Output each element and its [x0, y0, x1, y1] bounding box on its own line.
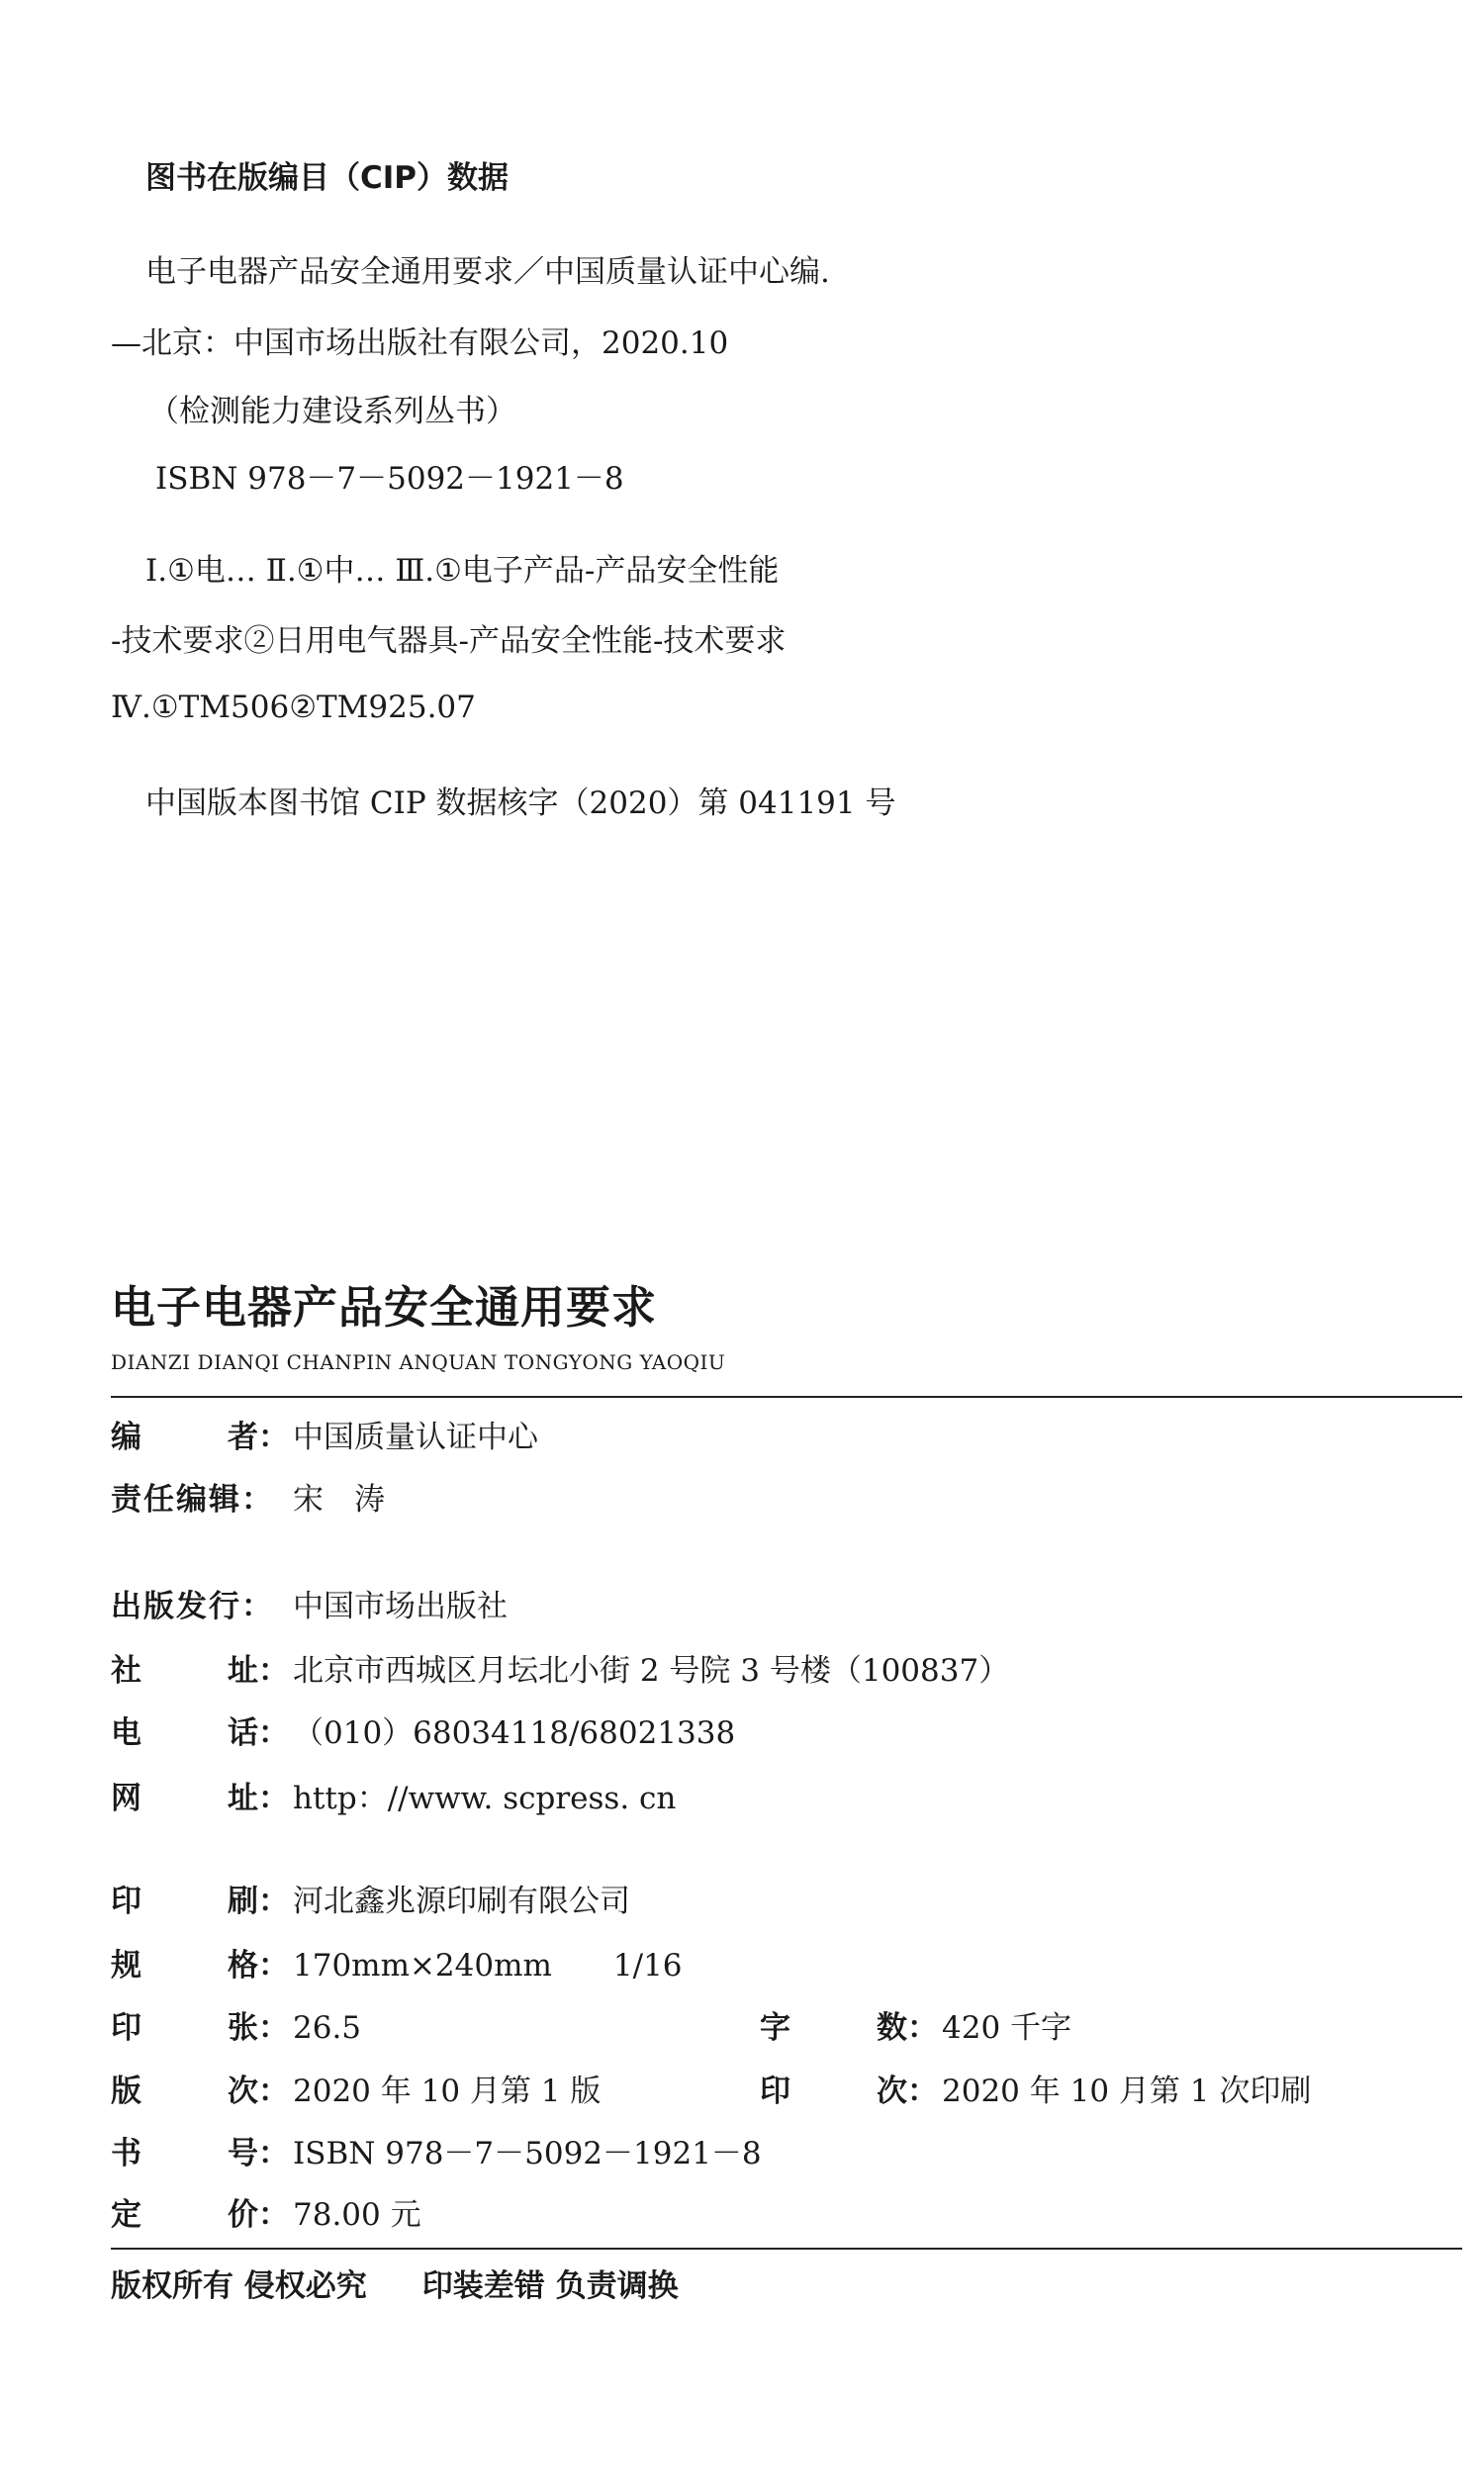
website-value: http：//www. scpress. cn — [293, 1781, 677, 1816]
word-count-row — [760, 2007, 1433, 2049]
address-value: 北京市西城区月坛北小街 2 号院 3 号楼（100837） — [293, 1653, 1010, 1689]
publisher-row — [111, 1586, 1397, 1627]
price-value: 78.00 元 — [293, 2197, 421, 2233]
printer-label: 印 刷： — [111, 1884, 289, 1919]
cip-line: Ⅳ.①TM506②TM925.07 — [111, 690, 476, 725]
cip-heading: 图书在版编目（CIP）数据 — [145, 160, 510, 196]
sheets-value: 26.5 — [293, 2010, 362, 2046]
misprint-text: 印装差错 负责调换 — [421, 2268, 679, 2304]
printer-value: 河北鑫兆源印刷有限公司 — [293, 1884, 630, 1919]
isbn-value: ISBN 978－7－5092－1921－8 — [293, 2136, 762, 2171]
word-count-value: 420 千字 — [942, 2010, 1072, 2046]
cip-line: （检测能力建设系列丛书） — [148, 394, 516, 429]
editor-value: 中国质量认证中心 — [293, 1420, 538, 1455]
responsible-editor-value: 宋 涛 — [293, 1482, 385, 1518]
edition-row — [111, 2071, 724, 2112]
copyright-notice — [111, 2265, 679, 2307]
phone-value: （010）68034118/68021338 — [293, 1715, 736, 1751]
editor-label: 编 者： — [111, 1420, 289, 1455]
bottom-rule — [111, 2248, 1462, 2250]
printing-row — [760, 2071, 1433, 2112]
printing-value: 2020 年 10 月第 1 次印刷 — [942, 2074, 1312, 2109]
responsible-editor-row — [111, 1479, 1397, 1521]
edition-value: 2020 年 10 月第 1 版 — [293, 2074, 602, 2109]
format-row — [111, 1945, 1397, 1986]
phone-label: 电 话： — [111, 1715, 289, 1751]
website-label: 网 址： — [111, 1781, 289, 1816]
printing-label: 印 次： — [760, 2074, 938, 2109]
book-title-pinyin: DIANZI DIANQI CHANPIN ANQUAN TONGYONG YAOQIU — [111, 1350, 726, 1374]
price-label: 定 价： — [111, 2197, 289, 2233]
isbn-label: 书 号： — [111, 2136, 289, 2171]
copyright-text: 版权所有 侵权必究 — [111, 2268, 367, 2304]
sheets-row — [111, 2007, 724, 2049]
sheets-label: 印 张： — [111, 2010, 289, 2046]
address-label: 社 址： — [111, 1653, 289, 1689]
cip-line: ISBN 978－7－5092－1921－8 — [155, 461, 624, 497]
top-rule — [111, 1396, 1462, 1398]
publisher-label: 出版发行： — [111, 1589, 274, 1624]
cip-line: —北京：中国市场出版社有限公司，2020.10 — [111, 325, 729, 361]
cip-line: Ⅰ.①电… Ⅱ.①中… Ⅲ.①电子产品-产品安全性能 — [145, 553, 780, 589]
address-row — [111, 1650, 1397, 1692]
editor-row — [111, 1417, 1397, 1458]
word-count-label: 字 数： — [760, 2010, 938, 2046]
responsible-editor-label: 责任编辑： — [111, 1482, 274, 1518]
cip-line: 电子电器产品安全通用要求／中国质量认证中心编. — [145, 254, 830, 290]
cip-line: 中国版本图书馆 CIP 数据核字（2020）第 041191 号 — [145, 785, 896, 821]
price-row — [111, 2194, 1397, 2236]
format-label: 规 格： — [111, 1948, 289, 1984]
book-title: 电子电器产品安全通用要求 — [111, 1281, 658, 1334]
isbn-row — [111, 2133, 1397, 2174]
website-row — [111, 1778, 1397, 1819]
cip-line: -技术要求②日用电气器具-产品安全性能-技术要求 — [111, 623, 787, 659]
phone-row — [111, 1712, 1397, 1754]
publisher-value: 中国市场出版社 — [293, 1589, 508, 1624]
edition-label: 版 次： — [111, 2074, 289, 2109]
format-value: 170mm×240mm 1/16 — [293, 1948, 683, 1984]
printer-row — [111, 1881, 1397, 1922]
